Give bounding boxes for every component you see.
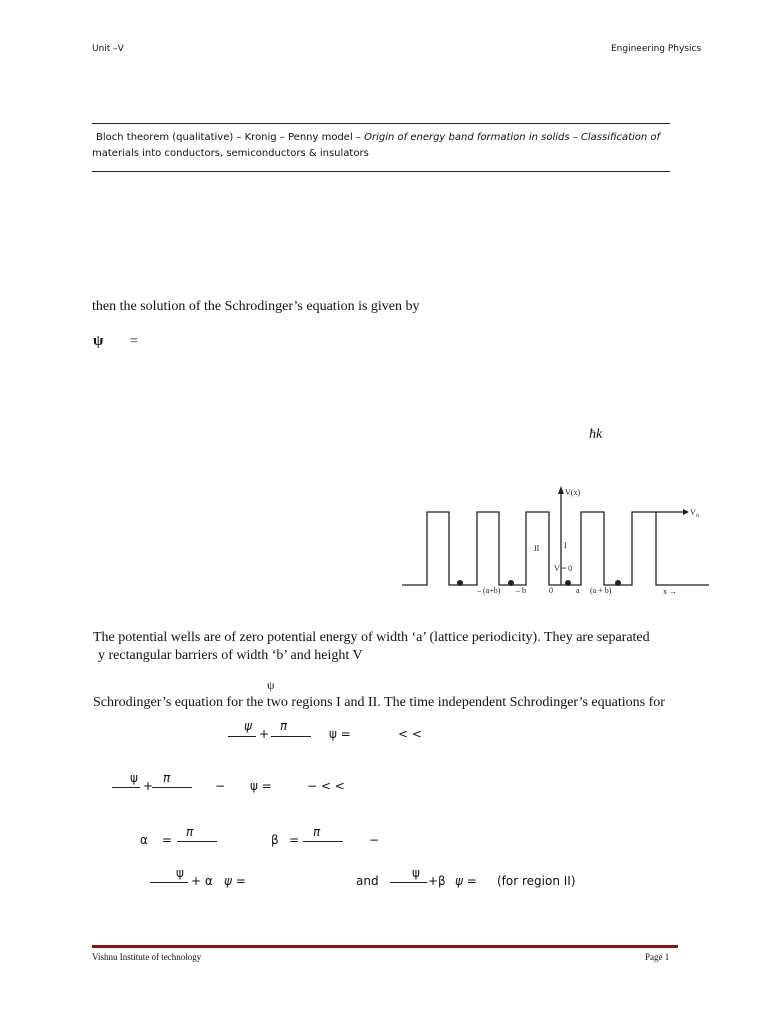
- topics-line-2: materials into conductors, semiconductors & insulators: [92, 148, 369, 159]
- tick-zero: 0: [549, 586, 553, 595]
- eq1-num-psi: ψ: [244, 719, 252, 733]
- eq2-frac-bar-1: [112, 787, 140, 788]
- v-zero-label: V = 0: [554, 564, 573, 573]
- v0-subscript: o: [696, 513, 699, 519]
- electron-dot: [565, 580, 571, 586]
- footer-institute: Vishnu Institute of technology: [92, 952, 202, 962]
- header-unit: Unit –V: [92, 44, 124, 54]
- x-axis-label: x →: [663, 587, 677, 596]
- psi-floating: ψ: [267, 678, 275, 692]
- wells-line-2: y rectangular barriers of width ‘b’ and height V: [98, 648, 363, 663]
- region-eq-num-psi-1: ψ: [176, 866, 184, 880]
- topics-line-1a: Bloch theorem (qualitative) – Kronig – Penny model –: [96, 132, 365, 143]
- topics-line-1: [96, 132, 660, 143]
- topics-bottom-rule: [92, 171, 670, 172]
- potential-profile: [402, 512, 709, 585]
- beta-num-pi: π: [313, 825, 321, 839]
- region-eq-frac-bar-1: [150, 882, 188, 883]
- topics-top-rule: [92, 123, 670, 124]
- v-axis-label: V(x): [565, 488, 581, 497]
- region-eq-note: (for region II): [497, 874, 576, 888]
- region-eq-psi-eq-2: ψ =: [455, 874, 477, 888]
- eq1-frac-bar-2: [271, 736, 311, 737]
- eq1-plus: +: [259, 727, 270, 741]
- beta-eq: =: [289, 833, 300, 847]
- wells-line-1: The potential wells are of zero potential energy of width ‘a’ (lattice periodicity). They are separated: [93, 630, 650, 645]
- footer-rule: [92, 945, 678, 948]
- tick-a-plus-b: (a + b): [590, 586, 612, 595]
- v-axis-arrowhead: [558, 486, 564, 494]
- topics-line-1b: Origin of energy band formation in solids – Classification of: [364, 132, 661, 143]
- eq2-minus: −: [215, 779, 226, 793]
- eq2-num-pi: π: [163, 771, 171, 785]
- region-eq-plus-beta: +β: [428, 874, 446, 888]
- tick-a: a: [576, 586, 580, 595]
- electron-dot: [457, 580, 463, 586]
- alpha-frac-bar: [177, 841, 217, 842]
- footer-page-number: Page 1: [645, 952, 670, 962]
- region-eq-frac-bar-2: [390, 882, 427, 883]
- eq2-frac-bar-2: [152, 787, 192, 788]
- eq2-plus: +: [143, 779, 154, 793]
- electron-dot: [615, 580, 621, 586]
- eq1-frac-bar-1: [228, 736, 256, 737]
- psi-equals: =: [130, 334, 138, 349]
- beta-frac-bar: [303, 841, 343, 842]
- region-i-label: I: [564, 541, 567, 550]
- alpha-num-pi: π: [186, 825, 194, 839]
- alpha-eq: =: [162, 833, 173, 847]
- v0-arrowhead: [683, 509, 689, 515]
- psi-symbol: ψ: [93, 333, 104, 349]
- eq2-num-psi: ψ: [130, 771, 138, 785]
- v0-label: V: [690, 508, 696, 517]
- beta-symbol: β: [271, 833, 279, 847]
- region-eq-and: and: [356, 874, 379, 888]
- tick-neg-a-plus-b: – (a+b): [477, 586, 501, 595]
- region-ii-label: II: [534, 544, 540, 553]
- eq1-inequality: < <: [398, 727, 422, 741]
- alpha-symbol: α: [140, 833, 148, 847]
- eq2-inequality: − < <: [307, 779, 345, 793]
- eq2-psi-eq: ψ =: [250, 779, 272, 793]
- header-subject: Engineering Physics: [611, 44, 702, 54]
- hbar-k: ħk: [589, 427, 603, 442]
- region-eq-psi-eq-1: ψ =: [224, 874, 246, 888]
- eq1-psi-eq: ψ =: [329, 727, 351, 741]
- solution-intro: then the solution of the Schrodinger’s equation is given by: [92, 299, 420, 314]
- eq1-num-pi: π: [280, 719, 288, 733]
- tick-neg-b: – b: [516, 586, 526, 595]
- kronig-penney-potential-diagram: [400, 481, 712, 601]
- region-eq-num-psi-2: ψ: [412, 866, 420, 880]
- beta-minus: −: [369, 833, 380, 847]
- region-eq-plus-alpha: + α: [191, 874, 213, 888]
- electron-dot: [508, 580, 514, 586]
- schrodinger-line: Schrodinger’s equation for the two regions I and II. The time independent Schrodinger’s equations for: [93, 695, 665, 710]
